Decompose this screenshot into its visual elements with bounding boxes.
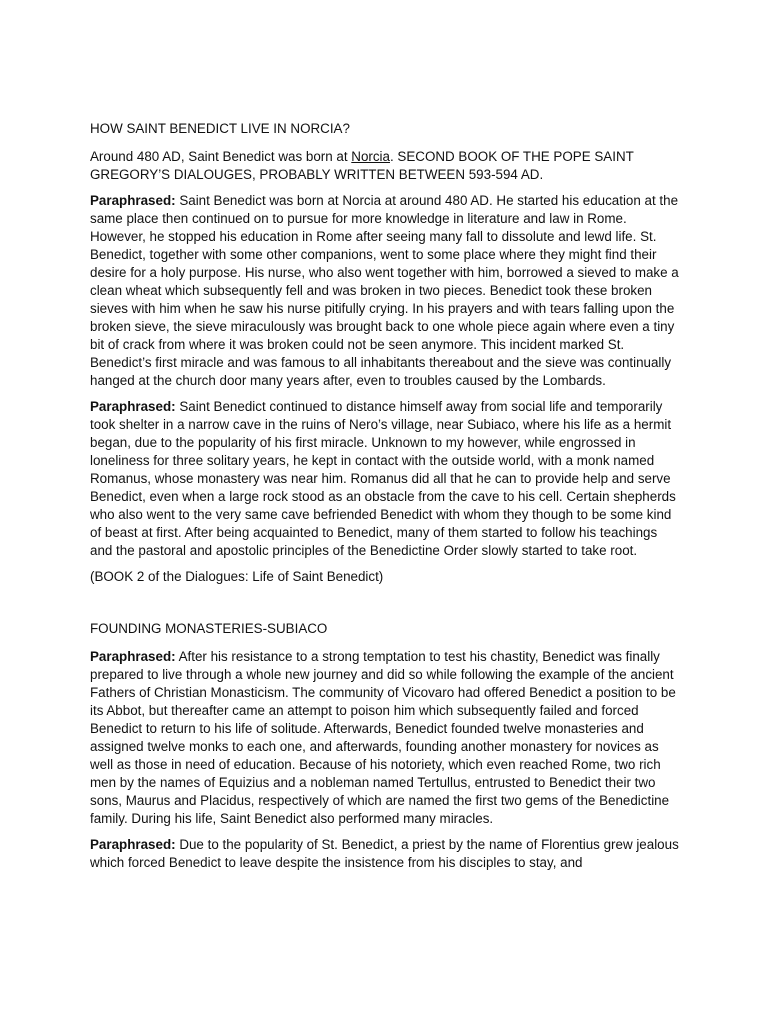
paragraph-text: After his resistance to a strong temptation to test his chastity, Benedict was finally prepared to live through a whole new journey and did so while following the example of the ancient Fathers of Christian Monasticism. The community of Vicovaro had offered Benedict a position to be its Abbot, but thereafter came an attempt to poison him which subsequently failed and forced Benedict to return to his life of solitude. Afterwards, Benedict founded twelve monasteries and assigned twelve monks to each one, and afterwards, founding another monastery for novices as well as those in need of education. Because of his notoriety, which even reached Rome, two rich men by the names of Equizius and a nobleman named Tertullus, entrusted to Benedict their two sons, Maurus and Placidus, respectively of which are named the first two gems of the Benedictine family. During his life, Saint Benedict also performed many miracles. — [90, 649, 676, 826]
norcia-link[interactable]: Norcia — [351, 149, 390, 164]
paraphrase-paragraph-4 — [90, 836, 680, 872]
paragraph-text: Saint Benedict continued to distance himself away from social life and temporarily took shelter in a narrow cave in the ruins of Nero’s village, near Subiaco, where his life as a hermit began, due to the popularity of his first miracle. Unknown to my however, while engrossed in loneliness for three solitary years, he kept in contact with the outside world, with a monk named Romanus, whose monastery was near him. Romanus did all that he can to provide help and serve Benedict, even when a large rock stood as an obstacle from the cave to his cell. Certain shepherds who also went to the very same cave befriended Benedict with whom they though to be some kind of beast at first. After being acquainted to Benedict, many of them started to follow his teachings and the pastoral and apostolic principles of the Benedictine Order slowly started to take root. — [90, 399, 676, 558]
citation: (BOOK 2 of the Dialogues: Life of Saint Benedict) — [90, 569, 384, 584]
section-spacer — [90, 594, 680, 620]
section-heading-norcia: HOW SAINT BENEDICT LIVE IN NORCIA? — [90, 121, 350, 136]
paragraph-text: Saint Benedict was born at Norcia at around 480 AD. He started his education at the same place then continued on to pursue for more knowledge in literature and law in Rome. However, he stopped his education in Rome after seeing many fall to dissolute and lewd life. St. Benedict, together with some other companions, went to some place where they might find their desire for a holy purpose. His nurse, who also went together with him, borrowed a sieved to make a clean wheat which subsequently fell and was broken in two pieces. Benedict took these broken sieves with him when he saw his nurse pitifully crying. In his prayers and with tears falling upon the broken sieve, the sieve miraculously was brought back to one whole piece again where even a tiny bit of crack from where it was broken could not be seen anymore. This incident marked St. Benedict’s first miracle and was famous to all inhabitants thereabout and the sieve was continually hanged at the church door many years after, even to troubles caused by the Lombards. — [90, 193, 679, 388]
intro-text-start: Around 480 AD, Saint Benedict was born at — [90, 149, 352, 164]
intro-paragraph — [90, 148, 680, 184]
paragraph-text: Due to the popularity of St. Benedict, a priest by the name of Florentius grew jealous which forced Benedict to leave despite the insistence from his disciples to stay, and — [90, 837, 679, 870]
paraphrase-paragraph-2 — [90, 398, 680, 560]
paraphrase-paragraph-3 — [90, 648, 680, 828]
document-page — [90, 120, 680, 880]
section-heading-subiaco: FOUNDING MONASTERIES-SUBIACO — [90, 621, 328, 636]
paraphrased-label: Paraphrased: — [90, 193, 176, 208]
intro-text-end: . SECOND BOOK OF THE POPE SAINT GREGORY’S DIALOUGES, PROBABLY WRITTEN BETWEEN 593-594 AD. — [90, 149, 634, 182]
paraphrased-label: Paraphrased: — [90, 837, 176, 852]
paraphrased-label: Paraphrased: — [90, 399, 176, 414]
paraphrase-paragraph-1 — [90, 192, 680, 390]
paraphrased-label: Paraphrased: — [90, 649, 176, 664]
